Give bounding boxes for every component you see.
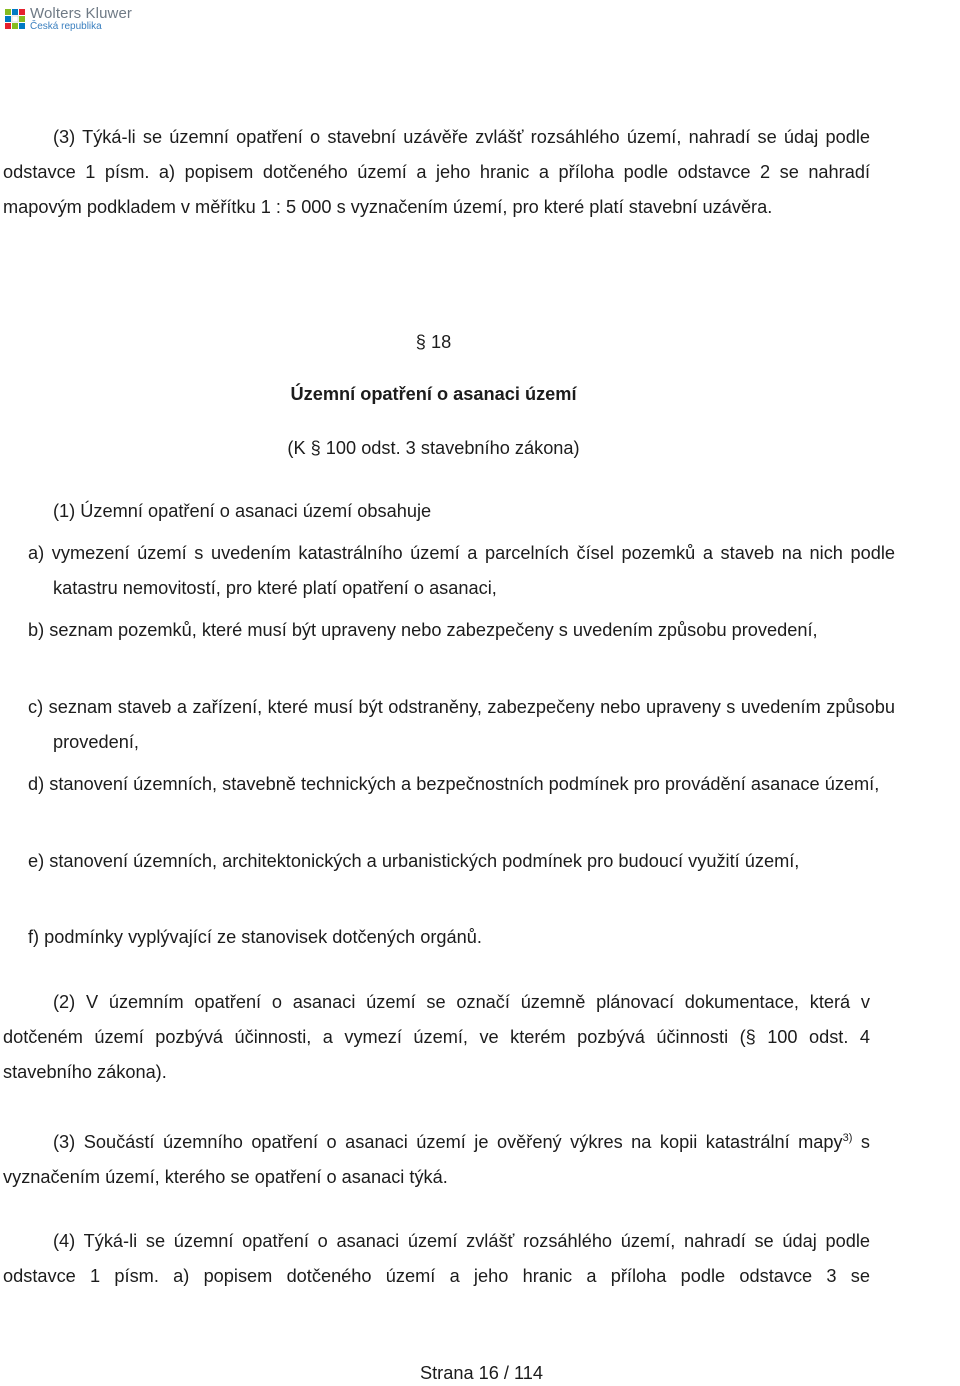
list-item-b: b) seznam pozemků, které musí být upraveny nebo zabezpečeny s uvedením způsobu provedení, xyxy=(28,620,818,640)
paragraph-4: (4) Týká-li se územní opatření o asanaci území zvlášť rozsáhlého území, nahradí se údaj podle odstavce 1 písm. a) popisem dotčeného území a jeho hranic a příloha podle odstavce 3 se xyxy=(3,1231,870,1286)
list-item-f: f) podmínky vyplývající ze stanovisek dotčených orgánů. xyxy=(28,927,482,947)
brand-subtitle: Česká republika xyxy=(30,21,102,32)
list-item-c: c) seznam staveb a zařízení, které musí být odstraněny, zabezpečeny nebo upraveny s uvedením způsobu provedení, xyxy=(28,697,895,752)
paragraph-3-previous-section: (3) Týká-li se územní opatření o stavební uzávěře zvlášť rozsáhlého území, nahradí se údaj podle odstavce 1 písm. a) popisem dotčeného území a jeho hranic a příloha podle odstavce 2 se nahradí mapovým podkladem v měřítku 1 : 5 000 s vyznačením území, pro které platí stavební uzávěra. xyxy=(3,127,870,217)
footnote-reference: 3) xyxy=(842,1132,853,1144)
paragraph-3-text: (3) Součástí územního opatření o asanaci území je ověřený výkres na kopii katastrální mapy xyxy=(53,1132,843,1152)
section-reference: (K § 100 odst. 3 stavebního zákona) xyxy=(287,438,580,458)
page-number: Strana 16 / 114 xyxy=(419,1363,544,1383)
logo-text xyxy=(30,6,132,32)
section-number: § 18 xyxy=(415,332,452,352)
paragraph-3 xyxy=(3,1121,870,1195)
paragraph-2: (2) V územním opatření o asanaci území se označí územně plánovací dokumentace, která v dotčeném území pozbývá účinnosti, a vymezí území, ve kterém pozbývá účinnosti (§ 100 odst. 4 stavebního zákona). xyxy=(3,992,870,1082)
wolters-kluwer-logo-icon xyxy=(4,8,26,30)
list-item-d: d) stanovení územních, stavebně technických a bezpečnostních podmínek pro provádění asanace území, xyxy=(28,774,880,794)
publisher-header xyxy=(4,3,132,35)
paragraph-3-text-end: s vyznačením území, kterého se opatření o asanaci týká. xyxy=(3,1132,870,1187)
list-item-e: e) stanovení územních, architektonických a urbanistických podmínek pro budoucí využití území, xyxy=(28,851,800,871)
list-item-a: a) vymezení území s uvedením katastrálního území a parcelních čísel pozemků a staveb na nich podle katastru nemovitostí, pro které platí opatření o asanaci, xyxy=(28,543,895,598)
brand-name: Wolters Kluwer xyxy=(30,5,132,22)
paragraph-1-intro: (1) Územní opatření o asanaci území obsahuje xyxy=(53,501,432,521)
section-title: Územní opatření o asanaci území xyxy=(290,384,577,404)
